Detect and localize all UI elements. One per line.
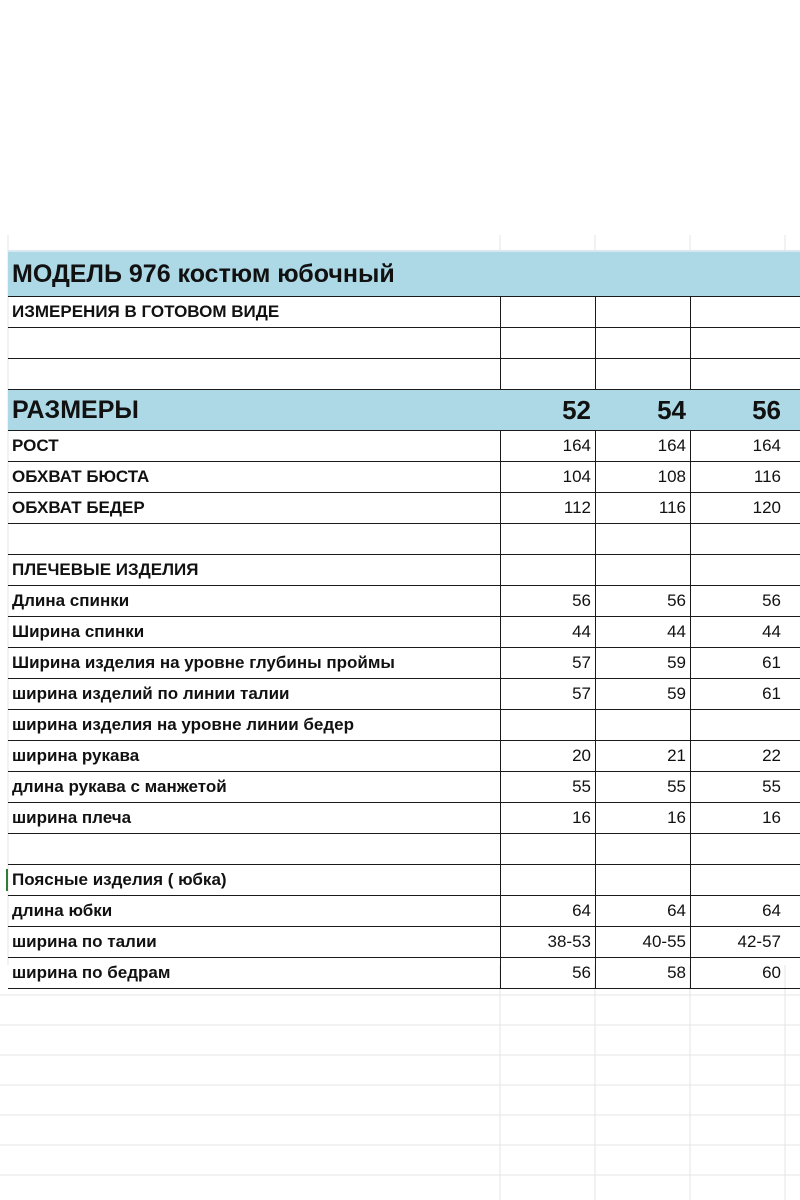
- empty-cell[interactable]: [690, 524, 785, 554]
- value-cell[interactable]: 55: [595, 772, 690, 802]
- value-cell[interactable]: 16: [595, 803, 690, 833]
- value-cell[interactable]: 64: [500, 896, 595, 926]
- value-cell[interactable]: 44: [500, 617, 595, 647]
- table-row[interactable]: [8, 648, 800, 679]
- empty-cell[interactable]: [500, 297, 595, 327]
- empty-cell[interactable]: [595, 834, 690, 864]
- value-cell[interactable]: 64: [690, 896, 785, 926]
- empty-cell[interactable]: [500, 865, 595, 895]
- value-cell[interactable]: 164: [595, 431, 690, 461]
- size-52[interactable]: 52: [562, 394, 591, 425]
- value-cell[interactable]: 16: [690, 803, 785, 833]
- value-cell[interactable]: 116: [690, 462, 785, 492]
- value-cell[interactable]: 22: [690, 741, 785, 771]
- value-cell[interactable]: 56: [690, 586, 785, 616]
- row-label[interactable]: ширина по талии: [12, 932, 157, 951]
- value-cell[interactable]: 56: [500, 586, 595, 616]
- table-row[interactable]: [8, 927, 800, 958]
- model-title[interactable]: МОДЕЛЬ 976 костюм юбочный: [12, 259, 395, 288]
- empty-cell[interactable]: [8, 328, 500, 358]
- size-56[interactable]: 56: [752, 394, 781, 425]
- subtitle-row[interactable]: [8, 297, 800, 328]
- empty-cell[interactable]: [690, 865, 785, 895]
- table-row[interactable]: [8, 617, 800, 648]
- row-label[interactable]: ширина по бедрам: [12, 963, 171, 982]
- value-cell[interactable]: [690, 710, 785, 740]
- value-cell[interactable]: 57: [500, 679, 595, 709]
- empty-cell[interactable]: [8, 834, 500, 864]
- active-cell-marker: [6, 869, 8, 891]
- value-cell[interactable]: 112: [500, 493, 595, 523]
- empty-cell[interactable]: [500, 524, 595, 554]
- value-cell[interactable]: 56: [595, 586, 690, 616]
- table-row[interactable]: [8, 896, 800, 927]
- empty-cell[interactable]: [500, 359, 595, 389]
- row-label[interactable]: Длина спинки: [12, 591, 130, 610]
- section-heading-row[interactable]: [8, 555, 800, 586]
- value-cell[interactable]: 61: [690, 648, 785, 678]
- table-row[interactable]: [8, 586, 800, 617]
- empty-cell[interactable]: [500, 555, 595, 585]
- empty-cell[interactable]: [690, 359, 785, 389]
- value-cell[interactable]: 164: [690, 431, 785, 461]
- empty-cell[interactable]: [500, 834, 595, 864]
- value-cell[interactable]: 57: [500, 648, 595, 678]
- row-label[interactable]: ширина рукава: [12, 746, 140, 765]
- row-label[interactable]: ОБХВАТ БЕДЕР: [12, 498, 145, 517]
- empty-row[interactable]: [8, 359, 800, 390]
- value-cell[interactable]: 20: [500, 741, 595, 771]
- row-label[interactable]: ширина изделий по линии талии: [12, 684, 290, 703]
- row-label[interactable]: Ширина спинки: [12, 622, 145, 641]
- value-cell[interactable]: 56: [500, 958, 595, 988]
- table-row[interactable]: [8, 741, 800, 772]
- empty-row[interactable]: [8, 328, 800, 359]
- value-cell[interactable]: 42-57: [690, 927, 785, 957]
- value-cell[interactable]: 59: [595, 679, 690, 709]
- value-cell[interactable]: 64: [595, 896, 690, 926]
- value-cell[interactable]: 116: [595, 493, 690, 523]
- row-label[interactable]: ширина плеча: [12, 808, 132, 827]
- value-cell[interactable]: 164: [500, 431, 595, 461]
- value-cell[interactable]: 61: [690, 679, 785, 709]
- table-row[interactable]: [8, 679, 800, 710]
- empty-cell[interactable]: [595, 328, 690, 358]
- value-cell[interactable]: 16: [500, 803, 595, 833]
- empty-cell[interactable]: [690, 297, 785, 327]
- row-label[interactable]: длина юбки: [12, 901, 113, 920]
- value-cell[interactable]: [595, 710, 690, 740]
- table-row[interactable]: [8, 462, 800, 493]
- row-label[interactable]: Ширина изделия на уровне глубины проймы: [12, 653, 395, 672]
- title-row[interactable]: [8, 250, 800, 297]
- empty-cell[interactable]: [595, 555, 690, 585]
- table-row[interactable]: [8, 958, 800, 989]
- value-cell[interactable]: 120: [690, 493, 785, 523]
- empty-row[interactable]: [8, 524, 800, 555]
- empty-cell[interactable]: [500, 328, 595, 358]
- size-table: [8, 250, 800, 989]
- value-cell[interactable]: 104: [500, 462, 595, 492]
- table-row[interactable]: [8, 772, 800, 803]
- value-cell[interactable]: 58: [595, 958, 690, 988]
- empty-cell[interactable]: [595, 524, 690, 554]
- value-cell[interactable]: 55: [500, 772, 595, 802]
- empty-cell[interactable]: [690, 328, 785, 358]
- empty-cell[interactable]: [8, 359, 500, 389]
- row-label[interactable]: ширина изделия на уровне линии бедер: [12, 715, 355, 734]
- shoulder-section-heading[interactable]: ПЛЕЧЕВЫЕ ИЗДЕЛИЯ: [12, 560, 199, 579]
- table-row[interactable]: [8, 803, 800, 834]
- waist-section-heading[interactable]: Поясные изделия ( юбка): [12, 870, 227, 889]
- value-cell[interactable]: 55: [690, 772, 785, 802]
- table-row[interactable]: [8, 710, 800, 741]
- empty-cell[interactable]: [690, 834, 785, 864]
- row-label[interactable]: ОБХВАТ БЮСТА: [12, 467, 150, 486]
- value-cell[interactable]: 38-53: [500, 927, 595, 957]
- value-cell[interactable]: 21: [595, 741, 690, 771]
- row-label[interactable]: РОСТ: [12, 436, 59, 455]
- empty-cell[interactable]: [595, 865, 690, 895]
- empty-cell[interactable]: [595, 359, 690, 389]
- sizes-label[interactable]: РАЗМЕРЫ: [12, 395, 139, 424]
- table-row[interactable]: [8, 493, 800, 524]
- value-cell[interactable]: 59: [595, 648, 690, 678]
- sizes-row[interactable]: [8, 390, 800, 431]
- table-row[interactable]: [8, 431, 800, 462]
- empty-cell[interactable]: [690, 555, 785, 585]
- empty-cell[interactable]: [595, 297, 690, 327]
- value-cell[interactable]: [500, 710, 595, 740]
- empty-row[interactable]: [8, 834, 800, 865]
- value-cell[interactable]: 60: [690, 958, 785, 988]
- section-heading-row[interactable]: [8, 865, 800, 896]
- value-cell[interactable]: 44: [690, 617, 785, 647]
- value-cell[interactable]: 108: [595, 462, 690, 492]
- value-cell[interactable]: 44: [595, 617, 690, 647]
- row-label[interactable]: длина рукава с манжетой: [12, 777, 227, 796]
- empty-cell[interactable]: [8, 524, 500, 554]
- measurements-subtitle[interactable]: ИЗМЕРЕНИЯ В ГОТОВОМ ВИДЕ: [12, 302, 280, 321]
- size-54[interactable]: 54: [657, 394, 686, 425]
- value-cell[interactable]: 40-55: [595, 927, 690, 957]
